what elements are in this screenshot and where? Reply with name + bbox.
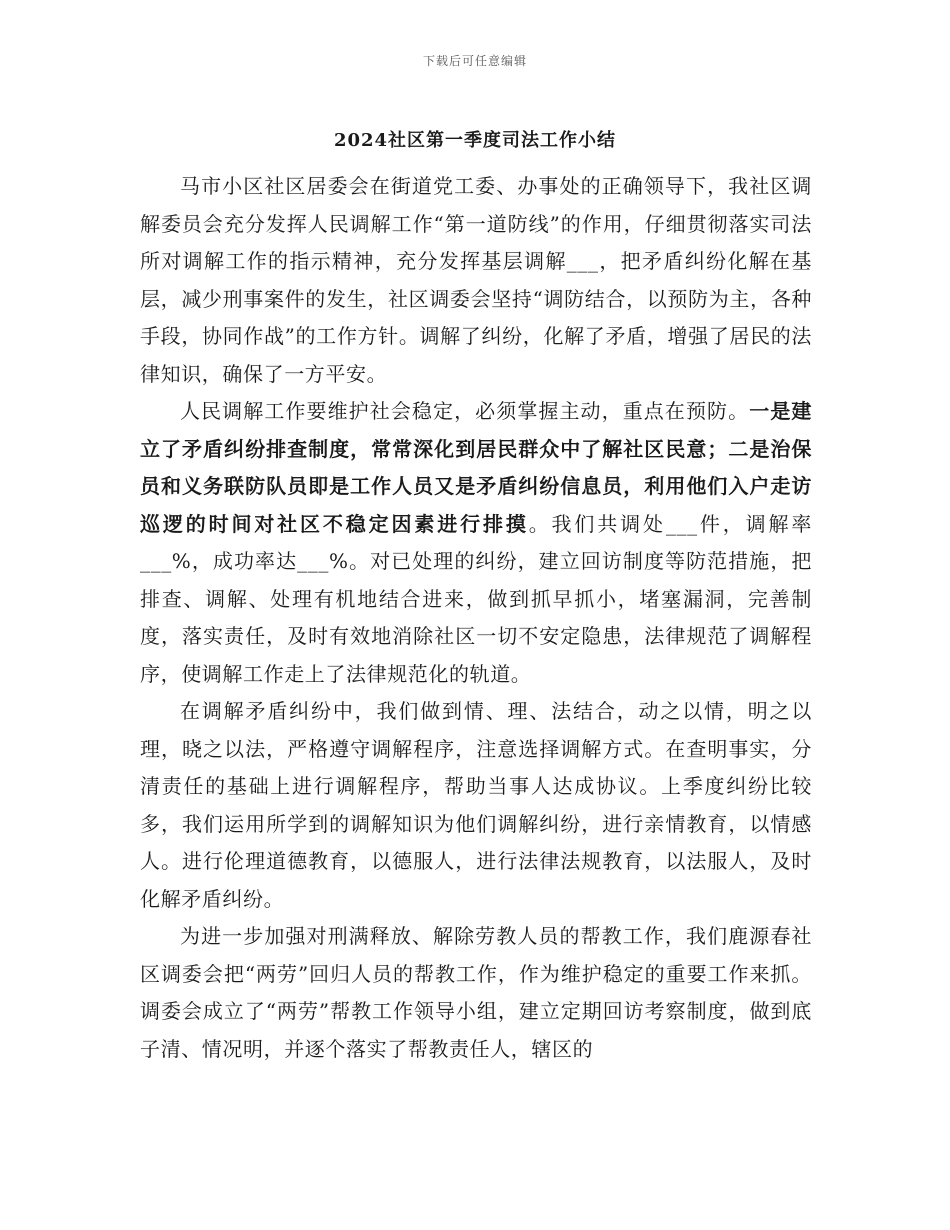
paragraph-2-tail: 。我们共调处___件，调解率___%，成功率达___%。对已处理的纠纷，建立回访制度等防范措施，把排查、调解、处理有机地结合进来，做到抓早抓小，堵塞漏洞，完善制度，落实责任，及时有效地消除社区一切不安定隐患，法律规范了调解程序，使调解工作走上了法律规范化的轨道。 (140, 511, 812, 686)
document-body (140, 168, 812, 1068)
paragraph-4: 为进一步加强对刑满释放、解除劳教人员的帮教工作，我们鹿源春社区调委会把“两劳”回归人员的帮教工作，作为维护稳定的重要工作来抓。调委会成立了“两劳”帮教工作领导小组，建立定期回访考察制度，做到底子清、情况明，并逐个落实了帮教责任人，辖区的 (140, 924, 812, 1061)
paragraph-3: 在调解矛盾纠纷中，我们做到情、理、法结合，动之以情，明之以理，晓之以法，严格遵守调解程序，注意选择调解方式。在查明事实，分清责任的基础上进行调解程序，帮助当事人达成协议。上季度纠纷比较多，我们运用所学到的调解知识为他们调解纠纷，进行亲情教育，以情感人。进行伦理道德教育，以德服人，进行法律法规教育，以法服人，及时化解矛盾纠纷。 (140, 699, 812, 911)
paragraph-2 (140, 393, 812, 693)
paragraph-2-lead: 人民调解工作要维护社会稳定，必须掌握主动，重点在预防。 (180, 399, 750, 423)
document-title: 2024社区第一季度司法工作小结 (333, 130, 617, 151)
paragraph-1: 马市小区社区居委会在街道党工委、办事处的正确领导下，我社区调解委员会充分发挥人民调解工作“第一道防线”的作用，仔细贯彻落实司法所对调解工作的指示精神，充分发挥基层调解___，把矛盾纠纷化解在基层，减少刑事案件的发生，社区调委会坚持“调防结合，以预防为主，各种手段，协同作战”的工作方针。调解了纠纷，化解了矛盾，增强了居民的法律知识，确保了一方平安。 (140, 174, 812, 386)
paragraph-2-bold-text: 一是建立了矛盾纠纷排查制度，常常深化到居民群众中了解社区民意；二是治保员和义务联防队员即是工作人员又是矛盾纠纷信息员，利用他们入户走访巡逻的时间对社区不稳定因素进行排摸 (140, 399, 812, 536)
page-header-note: 下载后可任意编辑 (422, 54, 527, 68)
